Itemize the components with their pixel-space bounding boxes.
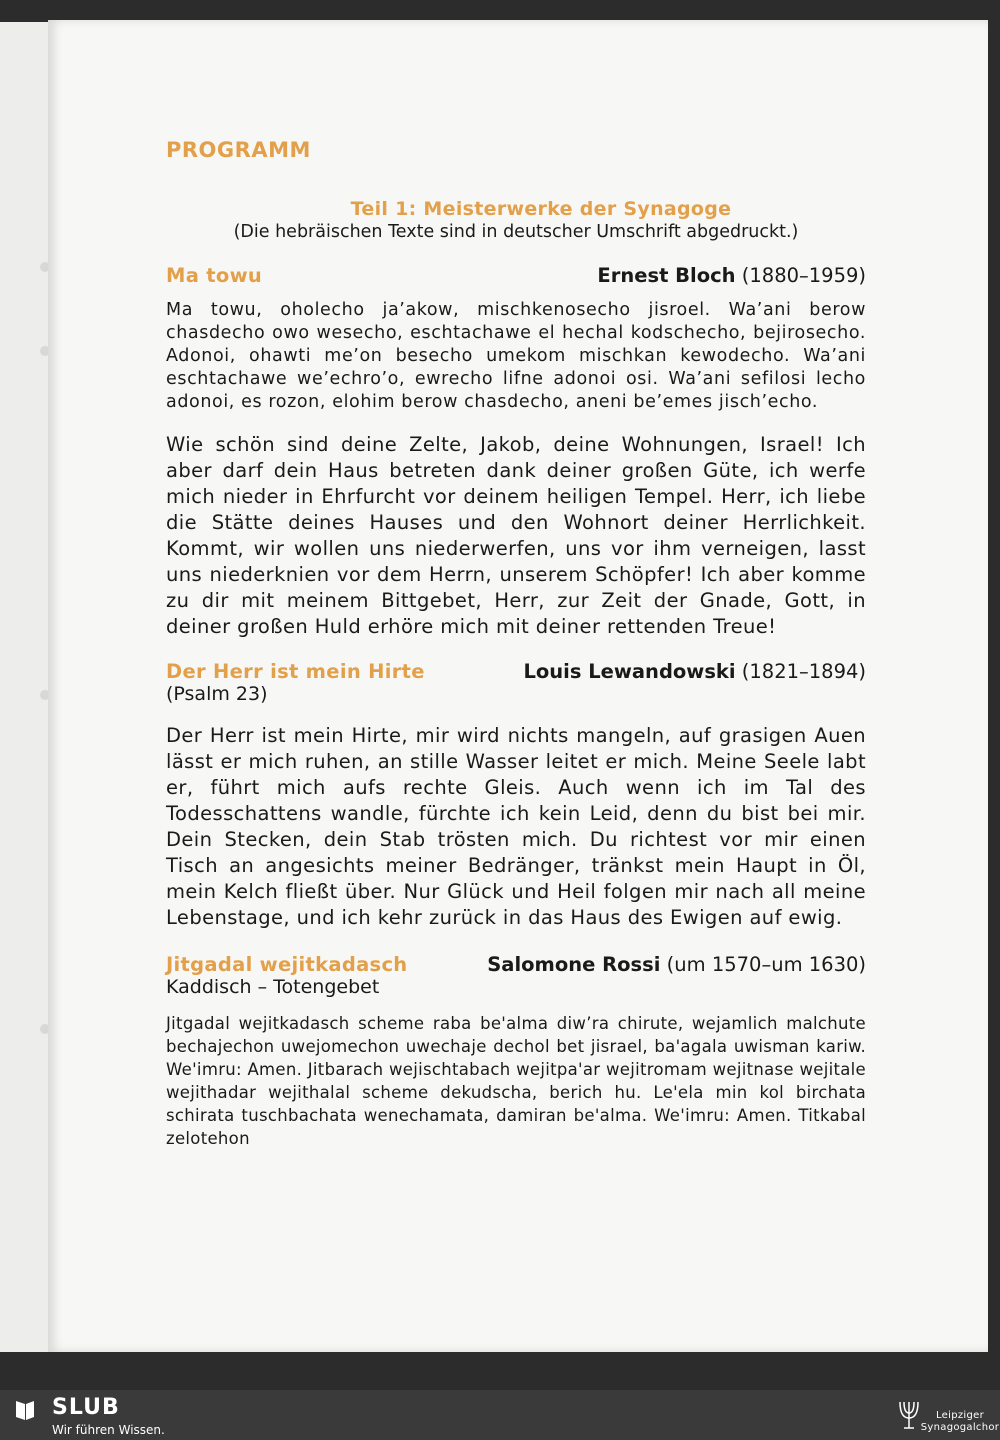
slub-tagline: Wir führen Wissen. — [52, 1423, 165, 1437]
choir-logo-text — [920, 1410, 1000, 1434]
choir-name-line2: Synagogalchor — [920, 1422, 1000, 1433]
piece-header — [166, 660, 866, 683]
piece-composer — [487, 953, 866, 976]
choir-name-line1: Leipziger — [935, 1410, 984, 1421]
slub-logo-text: SLUB — [52, 1395, 120, 1420]
composer-years: (um 1570–um 1630) — [666, 953, 866, 976]
piece-composer — [523, 660, 866, 683]
composer-name: Louis Lewandowski — [523, 660, 736, 683]
part-title: Teil 1: Meisterwerke der Synagoge — [350, 198, 732, 220]
footer-bar — [0, 1390, 1000, 1440]
translation-text: Der Herr ist mein Hirte, mir wird nichts mangeln, auf grasigen Auen lässt er mich ruhen, an stille Wasser leitet er mich. Meine Seele labt er, führt mich aufs rechte Gleis. Auch wenn ich im Tal des Todesschattens wandle, fürchte ich kein Leid, denn du bist bei mir. Dein Stecken, dein Stab trösten mich. Du richtest vor mir einen Tisch an angesichts meiner Bedränger, tränkst mein Haupt in Öl, mein Kelch fließt über. Nur Glück und Heil folgen mir nach all meine Lebenstage, und ich kehr zurück in das Haus des Ewigen auf ewig. — [166, 724, 866, 929]
piece-subtitle: (Psalm 23) — [166, 683, 268, 705]
piece-header — [166, 953, 866, 976]
part-note: (Die hebräischen Texte sind in deutscher Umschrift abgedruckt.) — [233, 222, 799, 242]
piece-header — [166, 264, 866, 287]
transliteration-text: Ma towu, oholecho ja’akow, mischkenosecho jisroel. Wa’ani berow chasdecho owo wesecho, eschtachawe el hechal kodschecho, bejirosecho. Adonoi, ohawti me’on besecho umekom mischkan kewodecho. Wa’ani eschtachawe we’echro’o, ewrecho lifne adonoi osi. Wa’ani sefilosi lecho adonoi, es rozon, elohim berow chasdecho, aneni be’emes jisch’echo. — [166, 300, 866, 412]
piece-title: Der Herr ist mein Hirte — [166, 660, 425, 683]
program-heading: PROGRAMM — [166, 138, 311, 162]
composer-name: Ernest Bloch — [597, 264, 736, 287]
facing-page-edge — [0, 22, 49, 1352]
piece-composer — [597, 264, 866, 287]
translation-text: Wie schön sind deine Zelte, Jakob, deine Wohnungen, Israel! Ich aber darf dein Haus betreten dank deiner großen Güte, ich werfe mich nieder in Ehrfurcht vor deinem heiligen Tempel. Herr, ich liebe die Stätte deines Hauses und den Wohnort deiner Herrlichkeit. Kommt, wir wollen uns niederwerfen, uns vor ihm verneigen, lasst uns niederknien vor dem Herrn, unserem Schöpfer! Ich aber komme zu dir mit meinem Bittgebet, Herr, zur Zeit der Gnade, Gott, in deiner großen Huld erhöre mich mit deiner rettenden Treue! — [166, 433, 866, 638]
transliteration-text: Jitgadal wejitkadasch scheme raba be'alma diw’ra chirute, wejamlich malchute bechajechon uwejomechon uwechaje dechol bet jisrael, ba'agala uwisman kariw. We'imru: Amen. Jitbarach wejischtabach wejitpa'ar wejitromam wejitnase wejitale wejithadar wejithalal scheme dekudscha, berich hu. Le'ela min kol birchata schirata tuschbachata wenechamata, damiran be'alma. We'imru: Amen. Titkabal zelotehon — [166, 1014, 866, 1148]
composer-years: (1821–1894) — [741, 660, 866, 683]
composer-years: (1880–1959) — [741, 264, 866, 287]
slub-book-icon — [14, 1398, 36, 1422]
page-content — [166, 138, 866, 1150]
piece-title: Ma towu — [166, 264, 263, 287]
composer-name: Salomone Rossi — [487, 953, 661, 976]
piece-title: Jitgadal wejitkadasch — [166, 953, 408, 976]
booklet-page — [48, 20, 988, 1352]
piece-subtitle: Kaddisch – Totengebet — [166, 976, 380, 998]
menorah-icon — [896, 1396, 922, 1432]
